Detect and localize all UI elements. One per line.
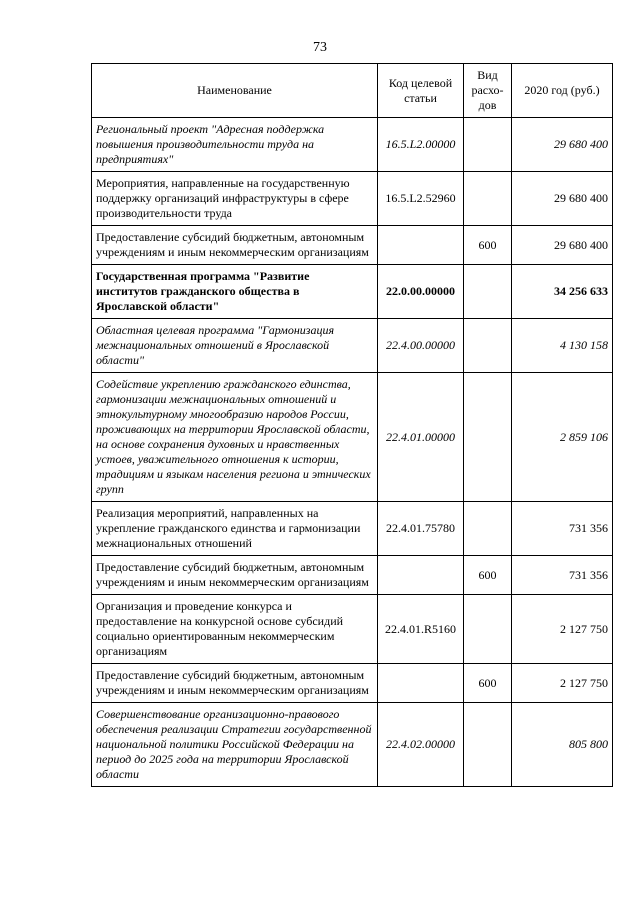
header-code: Код целевой статьи — [378, 64, 464, 118]
row-name: Организация и проведение конкурса и предоставление на конкурсной основе субсидий социально ориентированным некоммерческим организациям — [92, 595, 378, 664]
row-name: Реализация мероприятий, направленных на укрепление гражданского единства и гармонизации межнациональных отношений — [92, 502, 378, 556]
header-kind: Вид расхо-дов — [464, 64, 512, 118]
row-sum: 29 680 400 — [512, 172, 613, 226]
table-row — [92, 226, 613, 265]
row-kind — [464, 319, 512, 373]
row-code: 22.4.01.00000 — [378, 373, 464, 502]
row-name: Мероприятия, направленные на государственную поддержку организаций инфраструктуры в сфере производительности труда — [92, 172, 378, 226]
table-row — [92, 595, 613, 664]
row-code — [378, 664, 464, 703]
row-kind — [464, 118, 512, 172]
row-sum: 4 130 158 — [512, 319, 613, 373]
row-name: Областная целевая программа "Гармонизация межнациональных отношений в Ярославской области" — [92, 319, 378, 373]
row-kind: 600 — [464, 664, 512, 703]
row-code: 22.4.01.R5160 — [378, 595, 464, 664]
row-kind — [464, 502, 512, 556]
row-sum: 34 256 633 — [512, 265, 613, 319]
row-name: Совершенствование организационно-правового обеспечения реализации Стратегии государственной национальной политики Российской Федерации на период до 2025 года на территории Ярославской области — [92, 703, 378, 787]
row-name: Предоставление субсидий бюджетным, автономным учреждениям и иным некоммерческим организациям — [92, 556, 378, 595]
row-code: 22.4.02.00000 — [378, 703, 464, 787]
table-row — [92, 556, 613, 595]
row-code: 16.5.L2.00000 — [378, 118, 464, 172]
header-sum: 2020 год (руб.) — [512, 64, 613, 118]
row-sum: 2 859 106 — [512, 373, 613, 502]
row-sum: 29 680 400 — [512, 226, 613, 265]
page-number: 73 — [313, 40, 327, 55]
header-name: Наименование — [92, 64, 378, 118]
table-row — [92, 502, 613, 556]
row-sum: 2 127 750 — [512, 595, 613, 664]
row-code — [378, 226, 464, 265]
table-row — [92, 265, 613, 319]
row-name: Предоставление субсидий бюджетным, автономным учреждениям и иным некоммерческим организациям — [92, 226, 378, 265]
row-code — [378, 556, 464, 595]
row-sum: 2 127 750 — [512, 664, 613, 703]
row-kind — [464, 703, 512, 787]
table-row — [92, 664, 613, 703]
row-kind: 600 — [464, 226, 512, 265]
table-row — [92, 118, 613, 172]
row-sum: 731 356 — [512, 502, 613, 556]
row-name: Содействие укреплению гражданского единства, гармонизации межнациональных отношений и этнокультурному многообразию народов России, проживающих на территории Ярославской области, на основе сохранения духовных и нравственных устоев, уважительного отношения к истории, традициям и языкам населения региона и этнических групп — [92, 373, 378, 502]
row-kind — [464, 172, 512, 226]
table-row — [92, 319, 613, 373]
row-kind: 600 — [464, 556, 512, 595]
row-code: 22.0.00.00000 — [378, 265, 464, 319]
row-sum: 29 680 400 — [512, 118, 613, 172]
row-code: 22.4.01.75780 — [378, 502, 464, 556]
row-sum: 805 800 — [512, 703, 613, 787]
row-code: 22.4.00.00000 — [378, 319, 464, 373]
budget-table — [91, 63, 613, 787]
table-row — [92, 373, 613, 502]
table-row — [92, 172, 613, 226]
row-name: Государственная программа "Развитие институтов гражданского общества в Ярославской области" — [92, 265, 378, 319]
table-row — [92, 703, 613, 787]
row-kind — [464, 265, 512, 319]
row-sum: 731 356 — [512, 556, 613, 595]
row-name: Предоставление субсидий бюджетным, автономным учреждениям и иным некоммерческим организациям — [92, 664, 378, 703]
row-code: 16.5.L2.52960 — [378, 172, 464, 226]
row-kind — [464, 595, 512, 664]
header-row — [92, 64, 613, 118]
row-kind — [464, 373, 512, 502]
row-name: Региональный проект "Адресная поддержка повышения производительности труда на предприятиях" — [92, 118, 378, 172]
